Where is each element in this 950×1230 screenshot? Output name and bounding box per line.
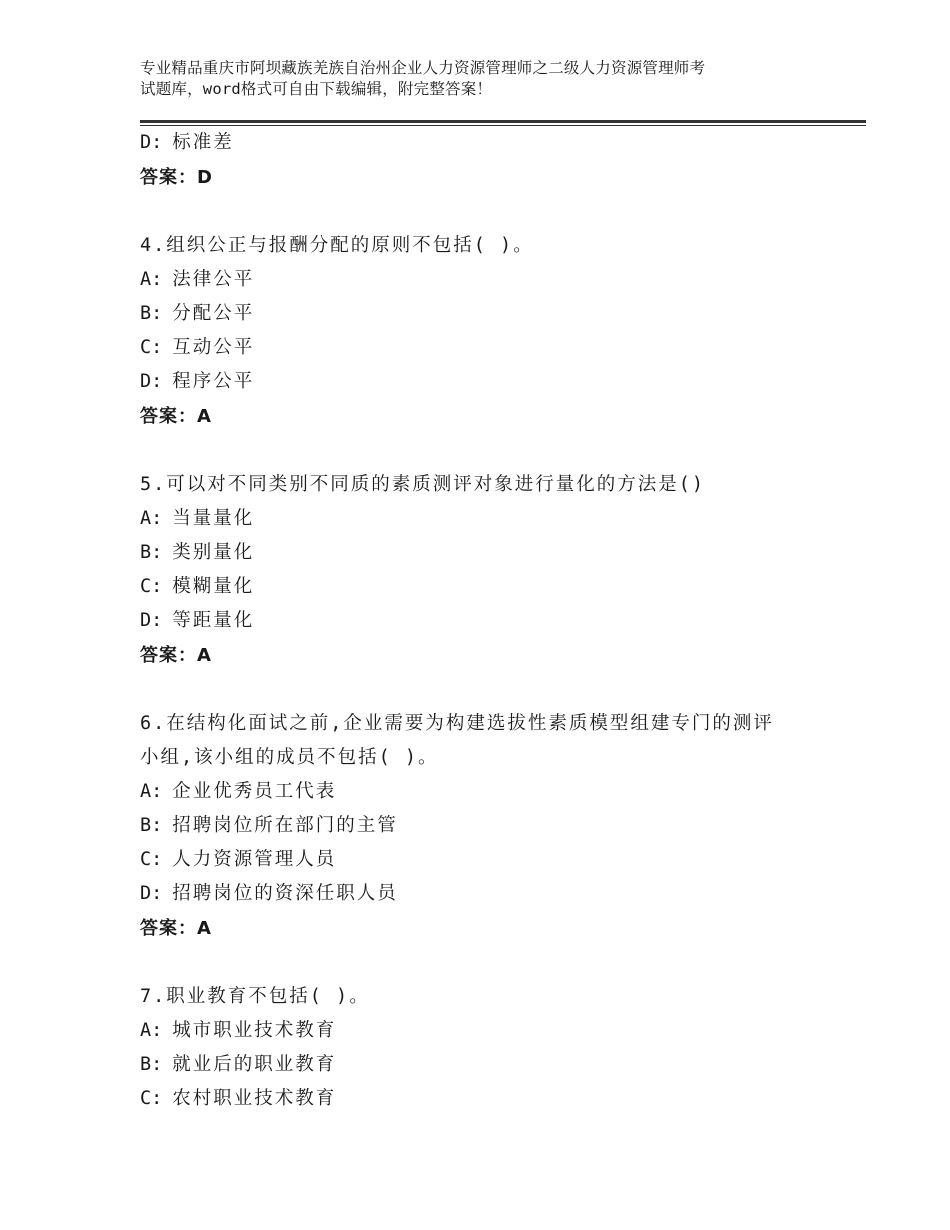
- option-text: 程序公平: [172, 371, 255, 392]
- q5-stem: 5.可以对不同类别不同质的素质测评对象进行量化的方法是(): [140, 474, 706, 495]
- option-letter: D:: [140, 610, 163, 631]
- q3-option-d: [140, 131, 234, 155]
- q5-option-b: [140, 541, 254, 565]
- q4-option-d: [140, 370, 254, 394]
- q4-option-c: [140, 336, 254, 360]
- option-text: 招聘岗位的资深任职人员: [172, 883, 398, 904]
- q6-stem-line-2: 小组,该小组的成员不包括( )。: [140, 747, 439, 768]
- option-letter: B:: [140, 542, 163, 563]
- q5-option-a: [140, 507, 254, 531]
- header-rule-thick: [140, 120, 866, 123]
- q4-option-a: [140, 268, 254, 292]
- option-text: 当量量化: [172, 508, 255, 529]
- q4-option-b: [140, 302, 254, 326]
- q6-option-b: [140, 814, 398, 838]
- option-letter: C:: [140, 849, 163, 870]
- q5-answer: 答案：A: [140, 645, 212, 666]
- option-letter: B:: [140, 1054, 163, 1075]
- option-letter: A:: [140, 508, 163, 529]
- q6-answer: 答案：A: [140, 918, 212, 939]
- option-letter: C:: [140, 337, 163, 358]
- option-text: 法律公平: [172, 269, 255, 290]
- option-letter: D:: [140, 132, 163, 153]
- option-text: 标准差: [172, 132, 234, 153]
- option-letter: D:: [140, 371, 163, 392]
- q5-option-d: [140, 609, 254, 633]
- option-text: 城市职业技术教育: [172, 1020, 337, 1041]
- option-text: 分配公平: [172, 303, 255, 324]
- option-text: 招聘岗位所在部门的主管: [172, 815, 398, 836]
- option-text: 等距量化: [172, 610, 255, 631]
- option-text: 农村职业技术教育: [172, 1088, 337, 1109]
- q7-option-b: [140, 1053, 336, 1077]
- header-title-line-1: 专业精品重庆市阿坝藏族羌族自治州企业人力资源管理师之二级人力资源管理师考: [140, 59, 706, 77]
- q7-option-a: [140, 1019, 336, 1043]
- option-letter: A:: [140, 781, 163, 802]
- q6-stem-line-1: 6.在结构化面试之前,企业需要为构建选拔性素质模型组建专门的测评: [140, 713, 774, 734]
- option-letter: A:: [140, 269, 163, 290]
- q6-option-d: [140, 882, 398, 906]
- header-title-line-2: 试题库，word格式可自由下载编辑，附完整答案！: [140, 80, 493, 98]
- option-text: 互动公平: [172, 337, 255, 358]
- option-letter: C:: [140, 576, 163, 597]
- option-letter: B:: [140, 815, 163, 836]
- q4-stem: 4.组织公正与报酬分配的原则不包括( )。: [140, 235, 534, 256]
- q5-option-c: [140, 575, 254, 599]
- header-rule-thin: [140, 125, 866, 126]
- option-letter: D:: [140, 883, 163, 904]
- option-text: 模糊量化: [172, 576, 255, 597]
- option-text: 企业优秀员工代表: [172, 781, 337, 802]
- q6-option-a: [140, 780, 336, 804]
- q3-answer: 答案：D: [140, 167, 213, 188]
- option-letter: A:: [140, 1020, 163, 1041]
- option-text: 就业后的职业教育: [172, 1054, 337, 1075]
- q6-option-c: [140, 848, 336, 872]
- q4-answer: 答案：A: [140, 406, 212, 427]
- q7-option-c: [140, 1087, 336, 1111]
- option-text: 类别量化: [172, 542, 255, 563]
- option-text: 人力资源管理人员: [172, 849, 337, 870]
- option-letter: C:: [140, 1088, 163, 1109]
- option-letter: B:: [140, 303, 163, 324]
- document-header: [140, 58, 830, 100]
- q7-stem: 7.职业教育不包括( )。: [140, 986, 370, 1007]
